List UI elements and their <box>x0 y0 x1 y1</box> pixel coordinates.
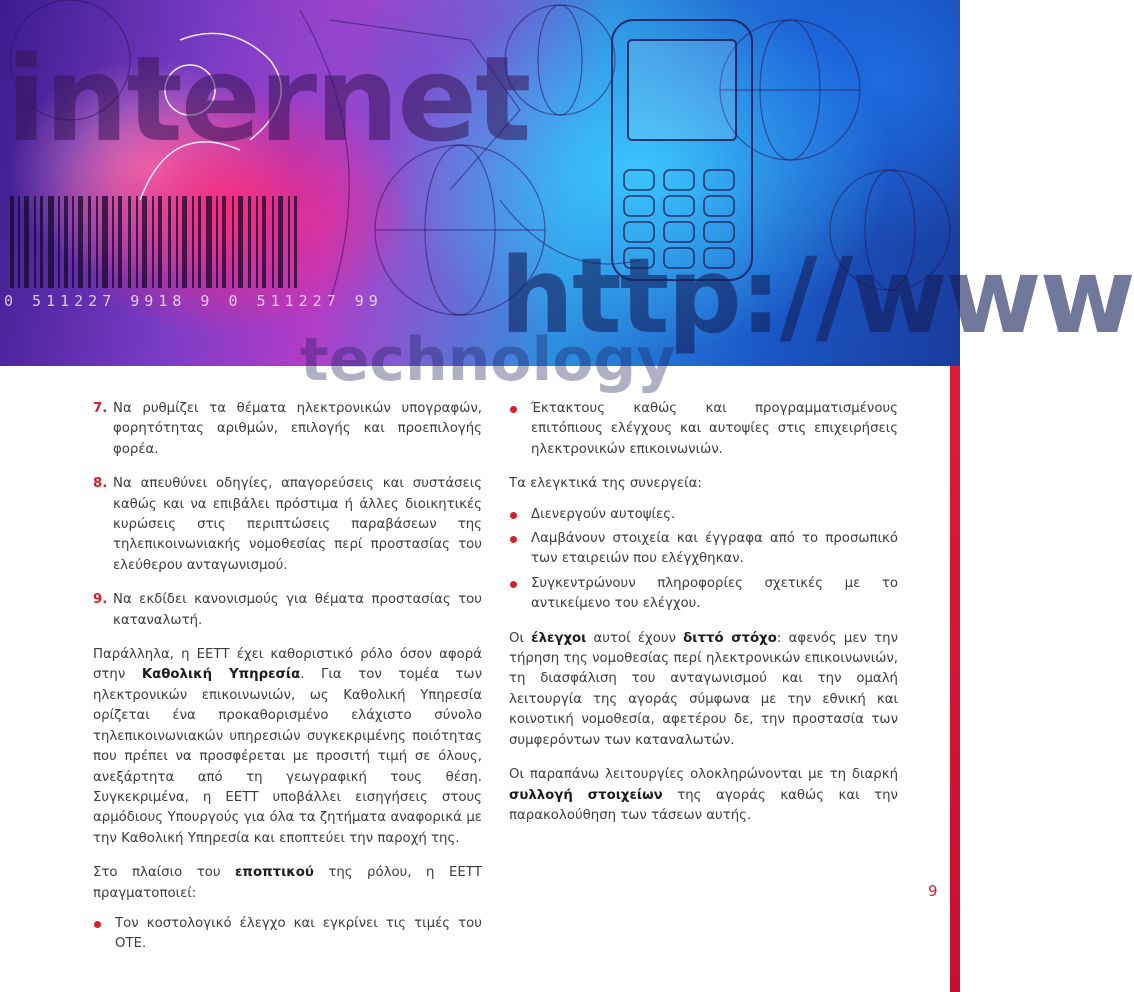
paragraph-audit-goals <box>509 629 898 751</box>
bullet-dot-icon <box>510 581 517 588</box>
hero-word-http: http://www <box>500 235 1134 357</box>
bullet-text: Λαμβάνουν στοιχεία και έγγραφα από το προσωπικό των εταιρειών που ελέγχθηκαν. <box>531 531 898 567</box>
item-number: 9. <box>93 592 108 608</box>
text-run: Οι παραπάνω λειτουργίες ολοκληρώνονται με τη διαρκή <box>509 767 898 783</box>
text-run: Παράλληλα, η ΕΕΤΤ έχει καθοριστικό ρόλο όσον αφορά στην <box>93 647 482 683</box>
bullet-text: Διενεργούν αυτοψίες. <box>531 506 676 522</box>
list-item-9 <box>93 590 482 631</box>
hero-word-technology: technology <box>300 325 676 395</box>
bold-term: Καθολική Υπηρεσία <box>141 667 301 683</box>
bullet-text: Συγκεντρώνουν πληροφορίες σχετικές με το αντικείμενο του ελέγχου. <box>531 575 898 612</box>
bullet-item <box>509 574 898 615</box>
item-text: Να εκδίδει κανονισμούς για θέματα προστασίας του καταναλωτή. <box>113 592 482 628</box>
bold-term: εποπτικού <box>235 865 314 881</box>
barcode-digits: 0 511227 9918 9 0 511227 99 <box>4 292 383 310</box>
paragraph-supervisory-role <box>93 863 482 904</box>
bullet-text: Τον κοστολογικό έλεγχο και εγκρίνει τις τιμές του ΟΤΕ. <box>115 915 482 952</box>
paragraph-data-collection <box>509 765 898 826</box>
text-run: της αγοράς καθώς και την παρακολούθηση των τάσεων αυτής. <box>509 787 898 823</box>
bullet-item <box>509 399 898 460</box>
barcode <box>10 196 297 288</box>
text-run: . Για τον τομέα των ηλεκτρονικών επικοινωνιών, ως Καθολική Υπηρεσία ορίζεται ένα προκαθορισμένο ελάχιστο σύνολο τηλεπικοινωνιακών υπηρεσιών συγκεκριμένης ποιότητας που πρέπει να προσφέρεται με προσιτή τιμή σε όλους, ανεξάρτητα από τη γεωγραφική τους θέση. Συγκεκριμένα, η ΕΕΤΤ υποβάλλει εισηγήσεις στους αρμόδιους Υπουργούς για όλα τα ζητήματα αναφορικά με την Καθολική Υπηρεσία και εποπτεύει την παροχή της. <box>93 667 482 846</box>
text-run: : αφενός μεν την τήρηση της νομοθεσίας περί ηλεκτρονικών επικοινωνιών, τη διασφάλιση του ανταγωνισμού και την ομαλή λειτουργία της αγοράς σύμφωνα με την εθνική και κοινοτική νομοθεσία, αφετέρου δε, την προστασία των συμφερόντων των καταναλωτών. <box>509 630 898 748</box>
paragraph-universal-service <box>93 645 482 849</box>
text-run: της ρόλου, η ΕΕΤΤ πραγματοποιεί: <box>93 865 482 901</box>
item-number: 7. <box>93 401 108 416</box>
bold-term: συλλογή στοιχείων <box>509 787 663 803</box>
right-column <box>509 399 898 826</box>
bullet-dot-icon <box>510 512 517 519</box>
text-run: Οι <box>509 630 532 646</box>
left-column <box>93 399 482 955</box>
bullet-item <box>93 914 482 955</box>
subheading: Τα ελεγκτικά της συνεργεία: <box>509 476 702 492</box>
hero-image <box>0 0 1134 395</box>
item-text: Να ρυθμίζει τα θέματα ηλεκτρονικών υπογραφών, φορητότητας αριθμών, επιλογής και προεπιλογής φορέα. <box>113 401 482 457</box>
text-run: αυτοί έχουν <box>586 630 684 646</box>
item-text: Να απευθύνει οδηγίες, απαγορεύσεις και συστάσεις καθώς και να επιβάλει πρόστιμα ή άλλες διοικητικές κυρώσεις στις περιπτώσεις παραβάσεων της τηλεπικοινωνιακής νομοθεσίας περί προστασίας του ελεύθερου ανταγωνισμού. <box>113 476 482 573</box>
bullet-dot-icon <box>510 406 517 413</box>
hero-word-internet: internet <box>6 30 530 168</box>
bullet-dot-icon <box>94 921 101 928</box>
text-run: Στο πλαίσιο του <box>93 865 236 881</box>
page-number: 9 <box>928 882 938 900</box>
list-item-7 <box>93 399 482 460</box>
bullet-text: Έκτακτους καθώς και προγραμματισμένους επιτόπιους ελέγχους και αυτοψίες στις επιχειρήσεις ηλεκτρονικών επικοινωνιών. <box>531 401 898 457</box>
bullet-item <box>509 529 898 570</box>
page-edge-bar <box>950 366 960 992</box>
bold-term: έλεγχοι <box>531 630 587 646</box>
bullet-item <box>509 505 898 525</box>
bullet-dot-icon <box>510 536 517 543</box>
item-number: 8. <box>93 476 108 492</box>
bold-term: διττό στόχο <box>683 630 777 646</box>
list-item-8 <box>93 474 482 576</box>
